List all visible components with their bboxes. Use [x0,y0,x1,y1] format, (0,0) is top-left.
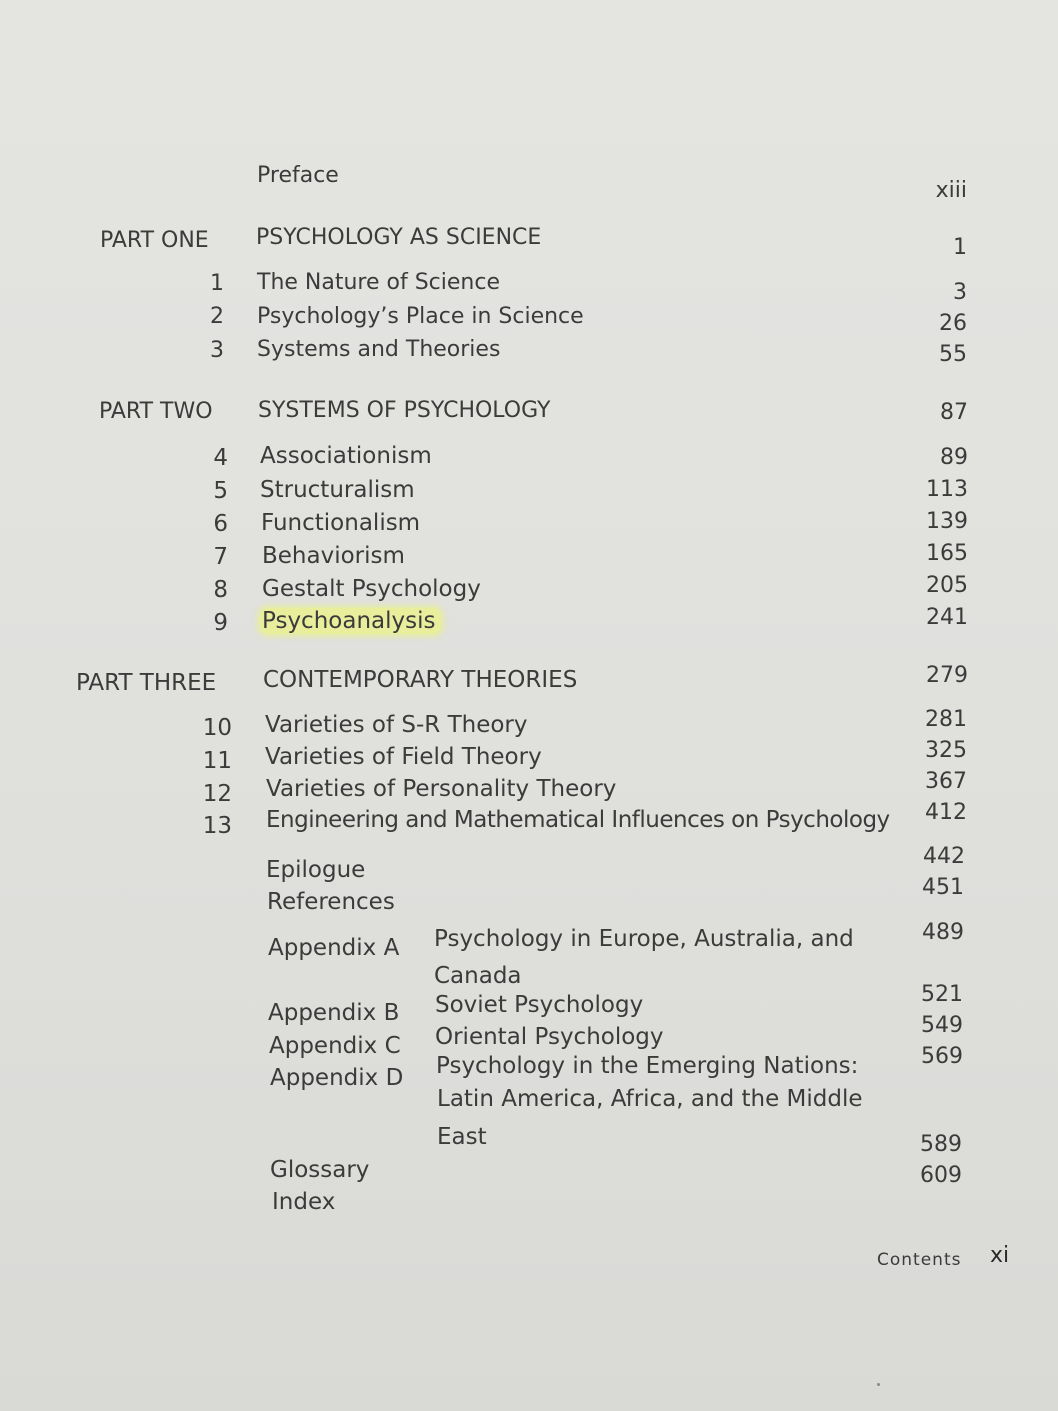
chapter-number: 8 [213,577,228,603]
appendix-label: Appendix C [269,1033,401,1059]
appendix-title-line: Soviet Psychology [435,992,644,1018]
chapter-number: 12 [202,781,232,807]
chapter-title: Varieties of Field Theory [265,744,542,770]
chapter-title: Gestalt Psychology [262,576,481,602]
part-one-label: PART ONE [100,228,209,253]
appendix-page: 521 [921,982,963,1007]
chapter-page: 325 [925,738,967,763]
part-one-title: PSYCHOLOGY AS SCIENCE [256,225,542,250]
chapter-title: Functionalism [261,510,421,536]
chapter-number: 9 [213,610,228,636]
page-number: xi [990,1243,1010,1268]
paper-speck [877,1383,880,1386]
glossary-title: Glossary [270,1157,370,1183]
chapter-number: 1 [210,271,224,296]
chapter-title: Varieties of Personality Theory [266,776,617,802]
chapter-page: 139 [926,509,968,534]
part-two-label: PART TWO [99,399,213,424]
chapter-page: 89 [940,445,968,470]
highlighted-chapter-title [260,610,441,633]
appendix-title-line: Oriental Psychology [435,1024,664,1050]
appendix-title-line: East [437,1124,487,1150]
chapter-number: 11 [202,748,232,774]
part-one-page: 1 [953,235,967,260]
appendix-title-line: Psychology in Europe, Australia, and [434,926,854,952]
references-page: 451 [922,875,964,900]
chapter-page: 3 [953,280,967,305]
appendix-page: 569 [921,1044,963,1069]
chapter-title: Systems and Theories [257,337,501,362]
running-footer-label: Contents [877,1250,962,1270]
chapter-title: Psychology’s Place in Science [257,304,584,329]
references-title: References [267,889,395,915]
chapter-page: 412 [925,800,967,825]
epilogue-title: Epilogue [266,857,366,883]
index-title: Index [272,1189,336,1215]
index-page: 609 [920,1163,962,1188]
appendix-title-line: Latin America, Africa, and the Middle [437,1086,863,1112]
glossary-page: 589 [920,1132,962,1157]
chapter-page: 55 [939,342,967,367]
chapter-title: The Nature of Science [257,270,500,295]
appendix-title-line: Psychology in the Emerging Nations: [436,1053,859,1079]
chapter-number: 2 [210,304,224,329]
part-two-title: SYSTEMS OF PSYCHOLOGY [258,398,551,423]
epilogue-page: 442 [923,844,965,869]
chapter-number: 4 [213,445,228,471]
chapter-number: 5 [213,478,228,504]
chapter-title: Associationism [260,443,432,469]
appendix-title-line: Canada [434,963,522,989]
chapter-number: 3 [210,338,224,363]
appendix-label: Appendix B [268,1000,400,1026]
chapter-page: 113 [926,477,968,502]
chapter-page: 367 [925,769,967,794]
chapter-number: 6 [213,511,228,537]
chapter-title: Varieties of S-R Theory [265,712,528,738]
part-three-page: 279 [926,663,968,688]
appendix-label: Appendix A [268,935,400,961]
chapter-number: 7 [213,544,228,570]
chapter-page: 165 [926,541,968,566]
appendix-page: 549 [921,1013,963,1038]
chapter-page: 205 [926,573,968,598]
chapter-title: Engineering and Mathematical Influences on Psychology [266,807,890,833]
chapter-title: Structuralism [260,477,415,503]
preface-title: Preface [257,163,339,188]
appendix-label: Appendix D [270,1065,404,1091]
chapter-number: 10 [202,715,232,741]
chapter-page: 241 [926,605,968,630]
chapter-page: 26 [939,311,967,336]
chapter-page: 281 [925,707,967,732]
chapter-title: Behaviorism [262,543,405,569]
highlighter-mark: Psychoanalysis [260,608,441,634]
chapter-number: 13 [202,813,232,839]
part-two-page: 87 [940,400,968,425]
appendix-page: 489 [922,920,964,945]
part-three-label: PART THREE [76,670,217,696]
part-three-title: CONTEMPORARY THEORIES [263,667,578,693]
preface-page: xiii [935,178,967,203]
